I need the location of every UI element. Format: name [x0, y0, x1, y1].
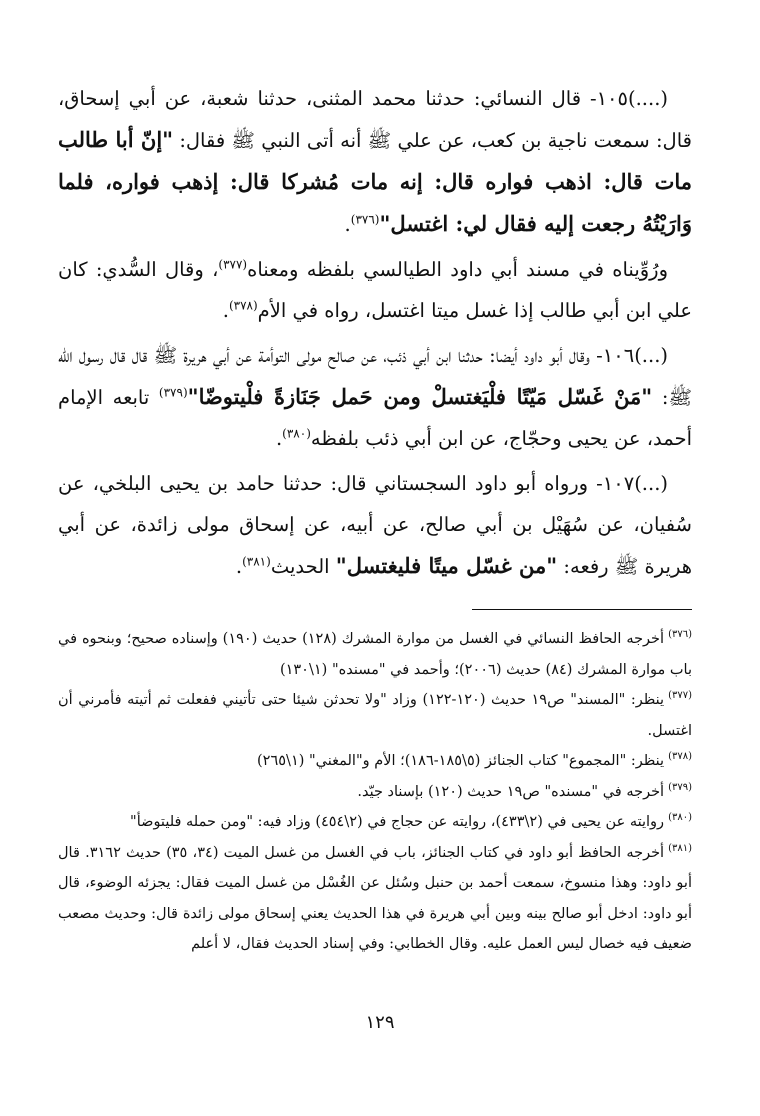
text-segment: . — [275, 427, 283, 450]
page-number: ١٢٩ — [365, 1012, 395, 1033]
footnote-divider — [472, 609, 692, 610]
text-segment: . — [235, 555, 243, 578]
paragraph-105 — [58, 78, 692, 245]
footnote-380 — [58, 807, 692, 838]
footnote-text: ينظر: "المجموع" كتاب الجنائز (٥\١٨٥-١٨٦)؛ الأم و"المغني" (١\٢٦٥) — [257, 753, 665, 769]
footnote-text: أخرجه الحافظ النسائي في الغسل من موارة المشرك (١٢٨) حديث (١٩٠) وإسناده صحيح؛ وبنحوه في باب موارة المشرك (٨٤) حديث (٢٠٠٦)؛ وأحمد في "مسنده" (١\١٣٠) — [58, 631, 692, 678]
hadith-quote: "مَنْ غَسّل مَيّتًا فلْيَغتسلْ ومن حَمل جَنَازةً فلْيتوضّا" — [187, 384, 653, 409]
footnote-ref: (٣٧٧) — [218, 257, 248, 272]
footnote-text: أخرجه في "مسنده" ص١٩ حديث (١٢٠) بإسناد جيّد. — [357, 783, 665, 800]
footnote-ref: (٣٧٩) — [158, 385, 188, 400]
footnote-381 — [58, 838, 692, 960]
text-segment: ، وقال السُّدي: كان علي ابن أبي طالب إذا غسل ميتا اغتسل، رواه في الأم — [58, 258, 692, 322]
footnote-377 — [58, 685, 692, 746]
footnote-378 — [58, 746, 692, 777]
footnote-text: ينظر: "المسند" ص١٩ حديث (١٢٠-١٢٢) وزاد "ولا تحدثن شيئا حتى تأتيني ففعلت ثم أتيته فأمرني أن اغتسل. — [58, 692, 692, 739]
footnote-ref: (٣٨٠) — [282, 426, 311, 441]
hadith-quote: "إنّ أبا طالب مات قال: اذهب فواره قال: إنه مات مُشركا قال: إذهب فواره، فلما وَارَيْتُهُ رجعت إليه فقال لي: اغتسل" — [58, 127, 692, 236]
main-text — [58, 78, 692, 587]
footnotes — [58, 624, 692, 960]
paragraph-105-narration — [58, 249, 692, 331]
footnote-number: (٣٧٧) — [668, 690, 692, 702]
text-segment: (...)١٠٧- ورواه أبو داود السجستاني قال: حدثنا حامد بن يحيى البلخي، عن سُفيان، عن سُهَيْل بن أبي صالح، عن أبيه، عن إسحاق مولى زائدة، عن أبي هريرة ﷺ رفعه: — [58, 472, 692, 578]
paragraph-107 — [58, 463, 692, 587]
footnote-number: (٣٨٠) — [668, 812, 692, 824]
footnote-379 — [58, 777, 692, 808]
paragraph-106 — [58, 335, 692, 459]
footnote-text: روايته عن يحيى في (٢\٤٣٣)، روايته عن حجاج في (٢\٤٥٤) وزاد فيه: "ومن حمله فليتوضأ" — [130, 814, 665, 830]
footnote-text: أخرجه الحافظ أبو داود في كتاب الجنائز، باب في الغسل من غسل الميت (٣٤، ٣٥) حديث ٣١٦٢. قال أبو داود: وهذا منسوخ، سمعت أحمد بن حنبل وسُئل عن الغُسْل من غسل الميت فقال: يجزئه الوضوء، قال أبو داود: ادخل أبو صالح بينه وبين أبي هريرة في هذا الحديث يعني إسحاق مولى زائدة قال: وحديث مصعب ضعيف فيه خصال ليس العمل عليه. وقال الخطابي: وفي إسناد الحديث فقال، لا أعلم — [58, 844, 692, 952]
footnote-number: (٣٧٩) — [668, 781, 692, 793]
text-segment: . — [222, 299, 229, 322]
footnote-number: (٣٧٦) — [668, 629, 692, 641]
footnote-ref: (٣٧٦) — [350, 212, 380, 227]
footnote-number: (٣٧٨) — [668, 751, 692, 763]
text-segment: الحديث — [270, 555, 336, 578]
text-segment: (...)١٠٦- وقال أبو داود أيضا: حدثنا ابن أبي ذئب، عن صالح مولى التوأمة عن أبي هريرة ﷺ قال قال رسول الله ﷺ: — [58, 344, 692, 409]
text-segment: (....)١٠٥- قال النسائي: حدثنا محمد المثنى، حدثنا شعبة، عن أبي إسحاق، قال: سمعت ناجية بن كعب، عن علي ﷺ أنه أتى النبي ﷺ فقال: — [58, 87, 692, 152]
footnote-ref: (٣٧٨) — [228, 298, 258, 313]
hadith-quote: "من غسّل ميتًا فليغتسل" — [335, 553, 558, 578]
footnote-number: (٣٨١) — [668, 842, 693, 854]
footnote-ref: (٣٨١) — [242, 554, 271, 569]
footnote-376 — [58, 624, 692, 685]
text-segment: . — [344, 213, 351, 236]
text-segment: تابعه الإمام أحمد، عن يحيى وحجّاج، عن ابن أبي ذئب بلفظه — [58, 386, 692, 450]
text-segment: ورُوِّيناه في مسند أبي داود الطيالسي بلفظه ومعناه — [247, 258, 668, 281]
